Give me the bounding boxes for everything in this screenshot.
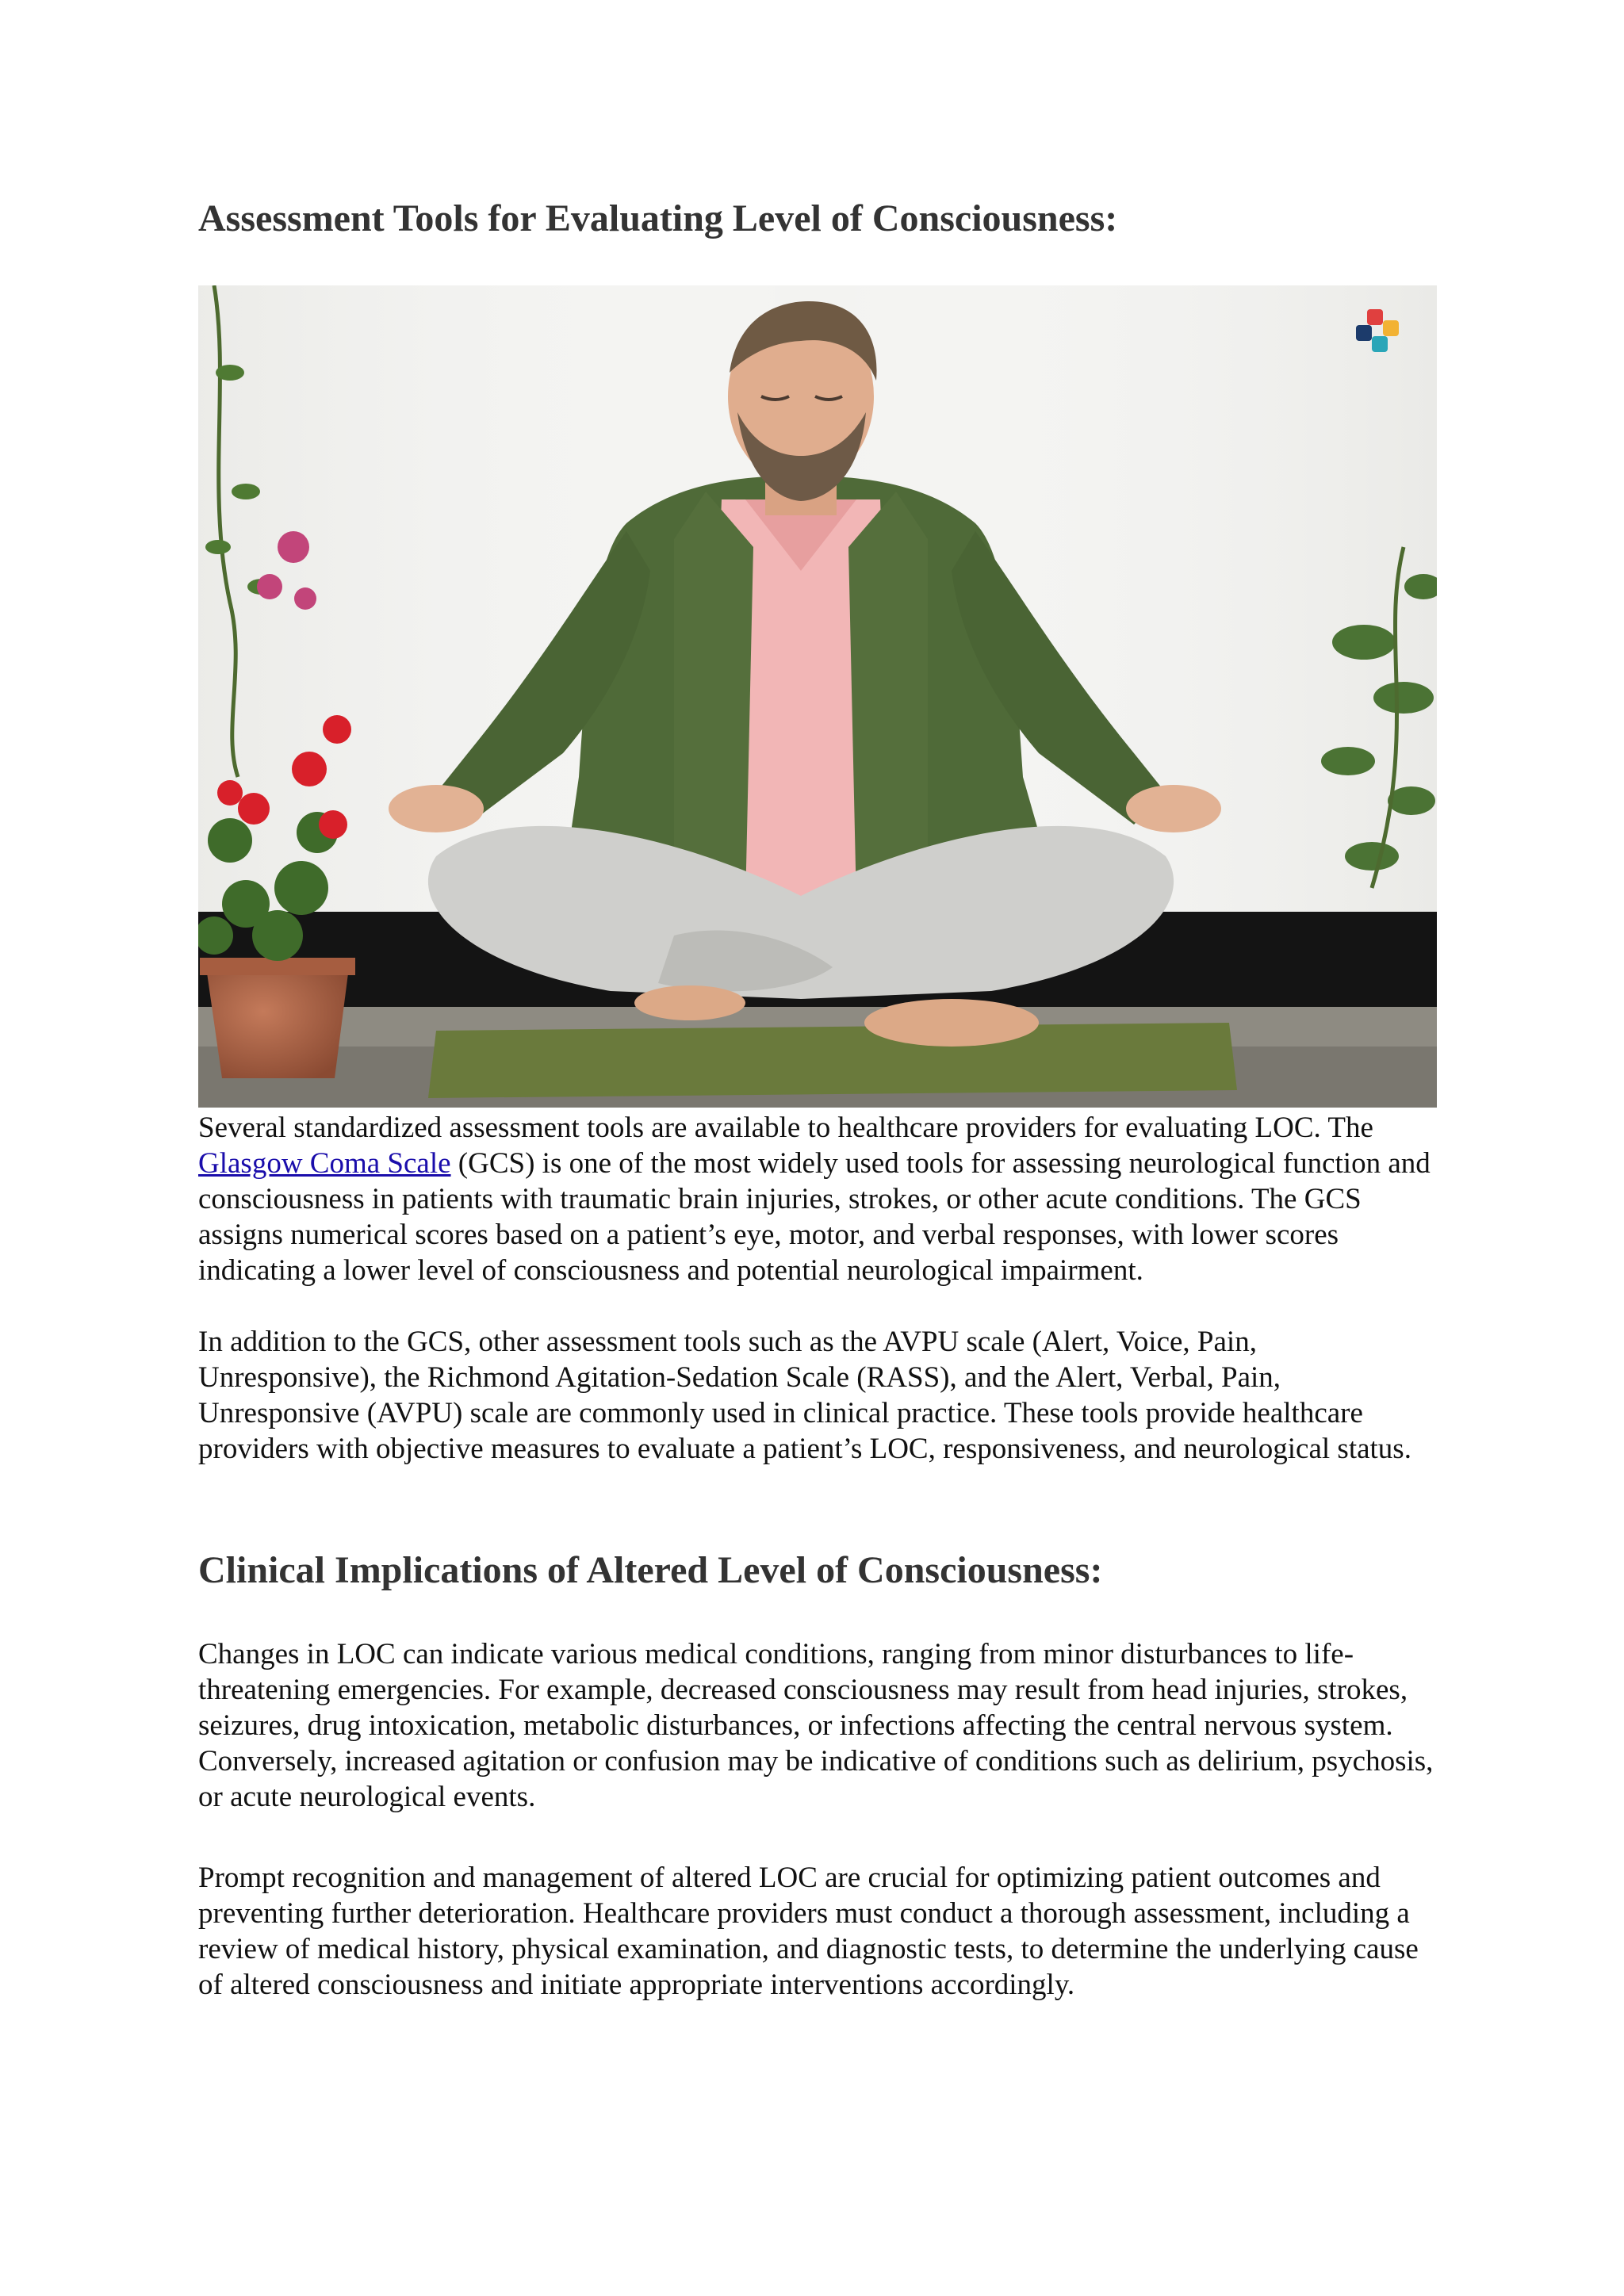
section-heading-clinical-implications: Clinical Implications of Altered Level of Consciousness: xyxy=(198,1549,1103,1591)
section-heading-assessment-tools: Assessment Tools for Evaluating Level of Consciousness: xyxy=(198,197,1118,239)
paragraph-text-before-link: Several standardized assessment tools are available to healthcare providers for evaluating LOC. The xyxy=(198,1112,1373,1144)
paragraph-prompt-recognition: Prompt recognition and management of altered LOC are crucial for optimizing patient outcomes and preventing further deterioration. Healthcare providers must conduct a thorough assessment, including a review of medical history, physical examination, and diagnostic tests, to determine the underlying cause of altered consciousness and initiate appropriate interventions accordingly. xyxy=(198,1862,1419,2001)
paragraph-assessment-tools xyxy=(198,1110,1439,1288)
paragraph-text-after-link: (GCS) is one of the most widely used tools for assessing neurological function and consciousness in patients with traumatic brain injuries, strokes, or other acute conditions. The GCS assigns numerical scores based on a patient’s eye, motor, and verbal responses, with lower scores indicating a lower level of consciousness and potential neurological impairment. xyxy=(198,1147,1431,1287)
glasgow-coma-scale-link[interactable]: Glasgow Coma Scale xyxy=(198,1147,451,1180)
paragraph-other-tools: In addition to the GCS, other assessment tools such as the AVPU scale (Alert, Voice, Pain, Unresponsive), the Richmond Agitation-Sedation Scale (RASS), and the Alert, Verbal, Pain, Unresponsive (AVPU) scale are commonly used in clinical practice. These tools provide healthcare providers with objective measures to evaluate a patient’s LOC, responsiveness, and neurological status. xyxy=(198,1326,1411,1465)
paragraph-changes-in-loc: Changes in LOC can indicate various medical conditions, ranging from minor disturbances to life-threatening emergencies. For example, decreased consciousness may result from head injuries, strokes, seizures, drug intoxication, metabolic disturbances, or infections affecting the central nervous system. Conversely, increased agitation or confusion may be indicative of conditions such as delirium, psychosis, or acute neurological events. xyxy=(198,1638,1434,1813)
meditation-photo xyxy=(198,285,1437,1108)
